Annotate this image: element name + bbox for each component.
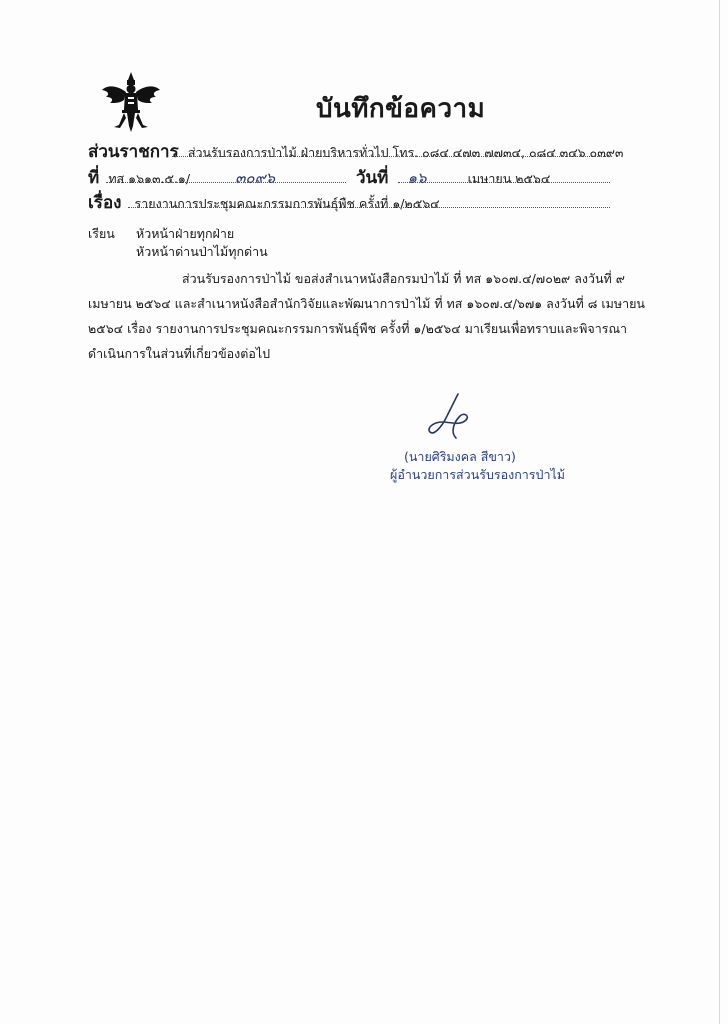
subject-underline — [128, 207, 610, 208]
garuda-emblem-icon — [100, 70, 162, 134]
memo-title: บันทึกข้อความ — [316, 94, 486, 124]
reference-label: ที่ — [88, 168, 100, 188]
reference-row — [88, 164, 275, 191]
body-line-4: ดำเนินการในส่วนที่เกี่ยวข้องต่อไป — [88, 346, 271, 361]
reference-handwritten-number: ๓๐๙๖ — [235, 169, 276, 187]
body-line-1: ส่วนรับรองการป่าไม้ ขอส่งสำเนาหนังสือกรมป่าไม้ ที่ ทส ๑๖๐๗.๔/๗๐๒๙ ลงวันที่ ๙ — [182, 271, 625, 286]
salutation: เรียน — [88, 226, 115, 241]
reference-underline — [106, 182, 346, 183]
agency-row — [88, 138, 623, 165]
page-edge — [719, 0, 720, 1024]
subject-label: เรื่อง — [88, 193, 122, 213]
date-label: วันที่ — [356, 168, 389, 188]
recipient-1: หัวหน้าฝ่ายทุกฝ่าย — [136, 226, 235, 241]
memo-body — [88, 266, 674, 366]
subject-value: รายงานการประชุมคณะกรรมการพันธุ์พืช ครั้งที่ ๑/๒๕๖๔ — [134, 196, 440, 211]
body-line-2: เมษายน ๒๕๖๔ และสำเนาหนังสือสำนักวิจัยและพัฒนาการป่าไม้ ที่ ทส ๑๖๐๗.๔/๖๗๑ ลงวันที่ ๘ เมษายน — [88, 296, 645, 311]
date-handwritten-day: ๑๖ — [407, 169, 427, 187]
agency-value: ส่วนรับรองการป่าไม้ ฝ่ายบริหารทั่วไป โทร. ๐๘๔ ๔๗๓ ๗๗๓๔, ๐๘๔ ๓๔๖ ๐๓๙๓ — [187, 145, 624, 160]
date-underline — [398, 182, 610, 183]
date-value: เมษายน ๒๕๖๔ — [467, 171, 551, 186]
recipient-2: หัวหน้าด่านป่าไม้ทุกด่าน — [136, 244, 268, 259]
agency-underline — [172, 156, 610, 157]
signer-name: (นายศิริมงคล สีขาว) — [404, 449, 516, 464]
signature-scribble — [420, 392, 480, 442]
reference-value: ทส ๑๖๑๓.๕.๑/ — [108, 171, 191, 186]
agency-label: ส่วนราชการ — [88, 142, 179, 162]
signer-title: ผู้อำนวยการส่วนรับรองการป่าไม้ — [390, 467, 565, 482]
body-line-3: ๒๕๖๔ เรื่อง รายงานการประชุมคณะกรรมการพันธุ์พืช ครั้งที่ ๑/๒๕๖๔ มาเรียนเพื่อทราบและพิจารณา — [88, 321, 628, 336]
date-field — [356, 164, 550, 191]
subject-row — [88, 189, 440, 216]
